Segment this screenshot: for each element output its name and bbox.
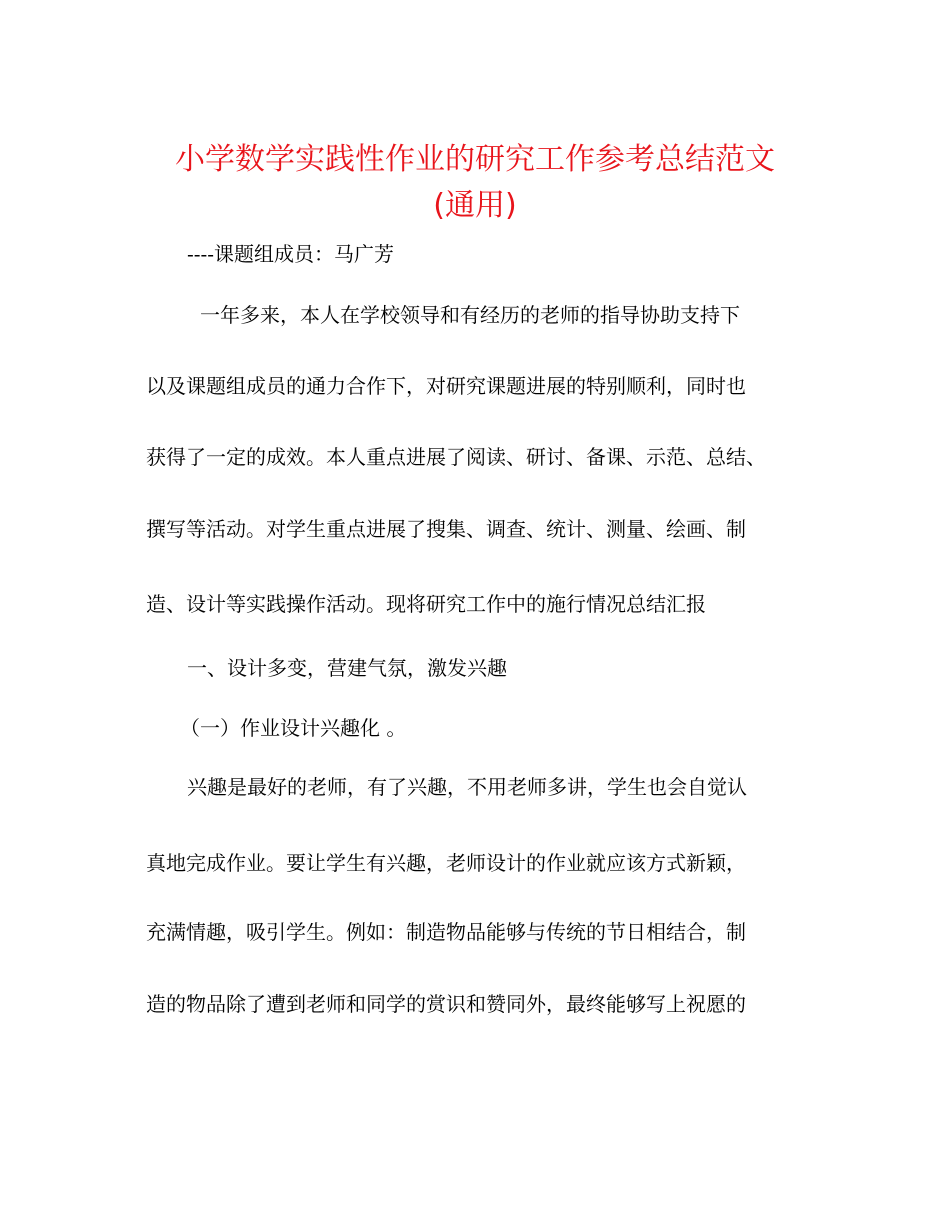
document-title-line-1: 小学数学实践性作业的研究工作参考总结范文 xyxy=(175,142,775,177)
paragraph-line: 以及课题组成员的通力合作下，对研究课题进展的特别顺利，同时也 xyxy=(146,374,746,398)
paragraph-line: 充满情趣，吸引学生。例如：制造物品能够与传统的节日相结合，制 xyxy=(146,920,746,944)
paragraph-line: 真地完成作业。要让学生有兴趣，老师设计的作业就应该方式新颖， xyxy=(146,851,746,875)
paragraph-line: 兴趣是最好的老师，有了兴趣，不用老师多讲，学生也会自觉认 xyxy=(187,775,747,799)
paragraph-line: 造、设计等实践操作活动。现将研究工作中的施行情况总结汇报 xyxy=(146,592,706,616)
paragraph-line: 撰写等活动。对学生重点进展了搜集、调查、统计、测量、绘画、制 xyxy=(146,517,746,541)
author-line: ----课题组成员：马广芳 xyxy=(187,242,395,266)
paragraph-line: 获得了一定的成效。本人重点进展了阅读、研讨、备课、示范、总结、 xyxy=(146,445,766,469)
paragraph-line: 一年多来，本人在学校领导和有经历的老师的指导协助支持下 xyxy=(200,303,740,327)
section-heading: 一、设计多变，营建气氛，激发兴趣 xyxy=(187,656,507,680)
subsection-heading: （一）作业设计兴趣化 。 xyxy=(180,716,407,740)
paragraph-line: 造的物品除了遭到老师和同学的赏识和赞同外，最终能够写上祝愿的 xyxy=(146,992,746,1016)
document-title-line-2: (通用) xyxy=(433,188,517,223)
